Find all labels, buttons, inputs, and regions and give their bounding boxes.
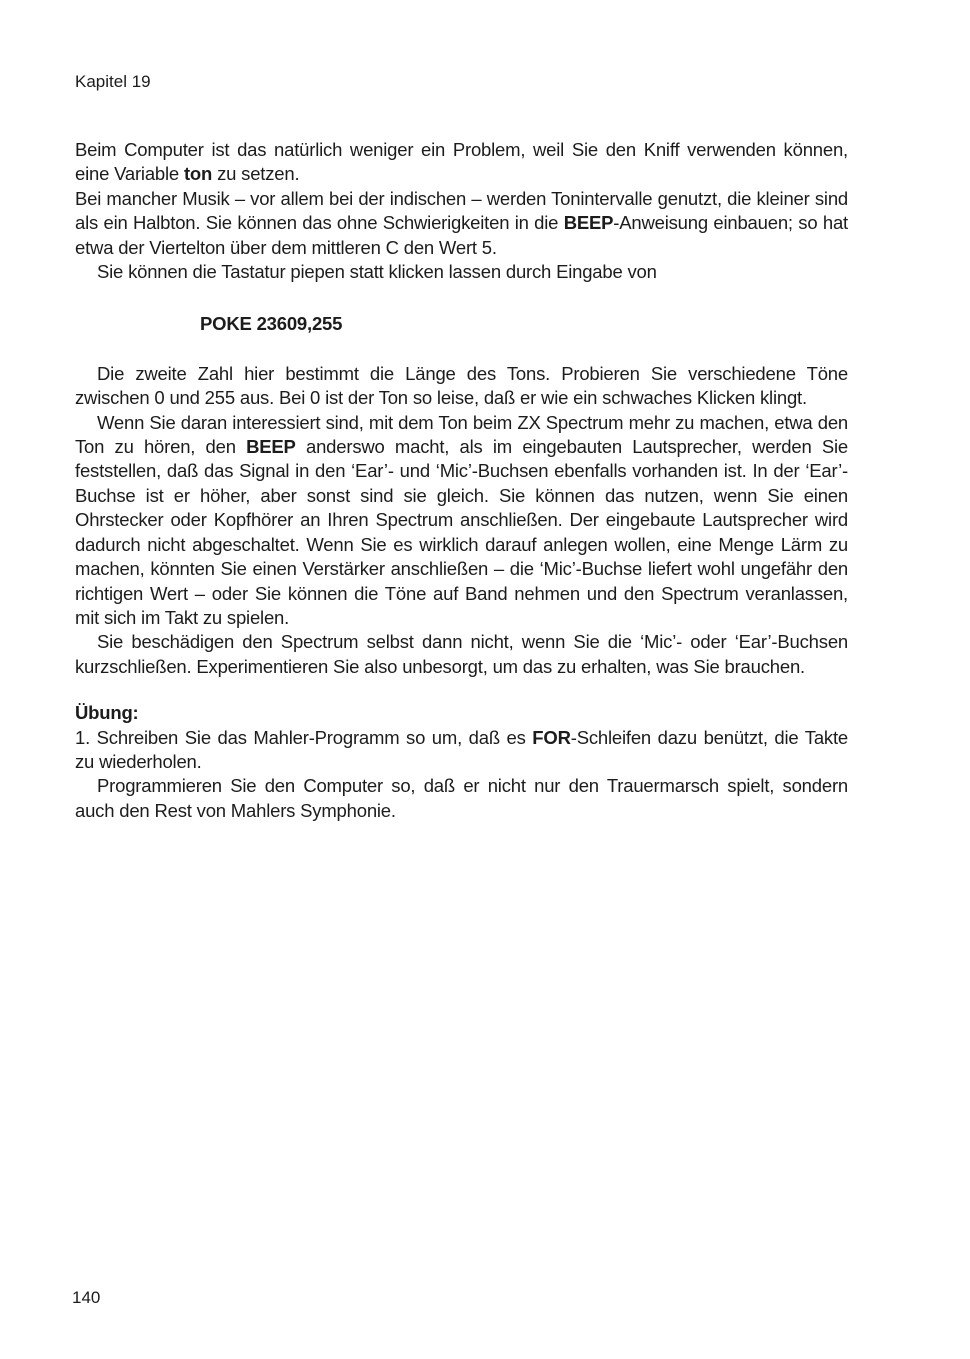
code-line: POKE 23609,255 xyxy=(200,313,343,335)
paragraph-4: Die zweite Zahl hier bestimmt die Länge des Tons. Probieren Sie verschiedene Töne zwischen 0 und 255 aus. Bei 0 ist der Ton so leise, daß er wie ein schwaches Klicken klingt. xyxy=(75,362,848,409)
paragraph-1 xyxy=(75,138,848,187)
paragraph-2-text-c: -Anweisung einbauen; so hat etwa der Viertelton über dem mittleren C den Wert 5. xyxy=(75,212,848,258)
section-heading: Übung: xyxy=(75,702,139,724)
paragraph-2 xyxy=(75,187,848,260)
exercise-1 xyxy=(75,726,848,775)
keyword-beep-2: BEEP xyxy=(246,436,296,458)
exercise-1-text-a: 1. Schreiben Sie das Mahler-Programm so um, daß es xyxy=(75,726,533,748)
paragraph-6: Sie beschädigen den Spectrum selbst dann nicht, wenn Sie die ‘Mic’- oder ‘Ear’-Buchsen kurzschließen. Experimentieren Sie also unbesorgt, um das zu erhalten, was Sie brauchen. xyxy=(75,631,848,677)
paragraph-2-text-a: Bei mancher Musik – vor allem bei der indischen – werden Tonintervalle genutzt, die kleiner sind als ein Halbton. Sie können das ohne Schwierigkeiten in die xyxy=(75,187,848,234)
page-number: 140 xyxy=(72,1288,101,1307)
paragraph-3: Sie können die Tastatur piepen statt klicken lassen durch Eingabe von xyxy=(97,261,657,283)
paragraph-5-text-a: Wenn Sie daran interessiert sind, mit dem Ton beim ZX Spectrum mehr zu machen, etwa den Ton zu hören, den xyxy=(75,411,848,458)
paragraph-1-text-c: zu setzen. xyxy=(212,163,300,185)
paragraph-7: Programmieren Sie den Computer so, daß er nicht nur den Trauermarsch spielt, sondern auch den Rest von Mahlers Symphonie. xyxy=(75,775,848,821)
paragraph-5-text-c: anderswo macht, als im eingebauten Lautsprecher, werden Sie feststellen, daß das Signal in den ‘Ear’- und ‘Mic’-Buchsen ebenfalls vorhanden ist. In der ‘Ear’-Buchse ist er höher, aber sonst sind sie gleich. Sie können das nutzen, wenn Sie einen Ohrstecker oder Kopfhörer an Ihren Spectrum anschließen. Der eingebaute Lautsprecher wird dadurch nicht abgeschaltet. Wenn Sie es wirklich darauf anlegen wollen, eine Menge Lärm zu machen, könnten Sie einen Verstärker anschließen – die ‘Mic’-Buchse liefert wohl ungefähr den richtigen Wert – oder Sie können die Töne auf Band nehmen und den Spectrum veranlassen, mit sich im Takt zu spielen. xyxy=(75,436,848,628)
body-text xyxy=(75,138,848,823)
paragraph-5 xyxy=(75,411,848,631)
chapter-header: Kapitel 19 xyxy=(75,72,151,91)
keyword-for: FOR xyxy=(532,726,571,748)
paragraph-1-text-a: Beim Computer ist das natürlich weniger ein Problem, weil Sie den Kniff verwenden können, eine Variable xyxy=(75,139,848,185)
keyword-ton: ton xyxy=(183,163,213,185)
exercise-1-text-c: -Schleifen dazu benützt, die Takte zu wiederholen. xyxy=(75,726,848,772)
keyword-beep: BEEP xyxy=(563,212,614,234)
